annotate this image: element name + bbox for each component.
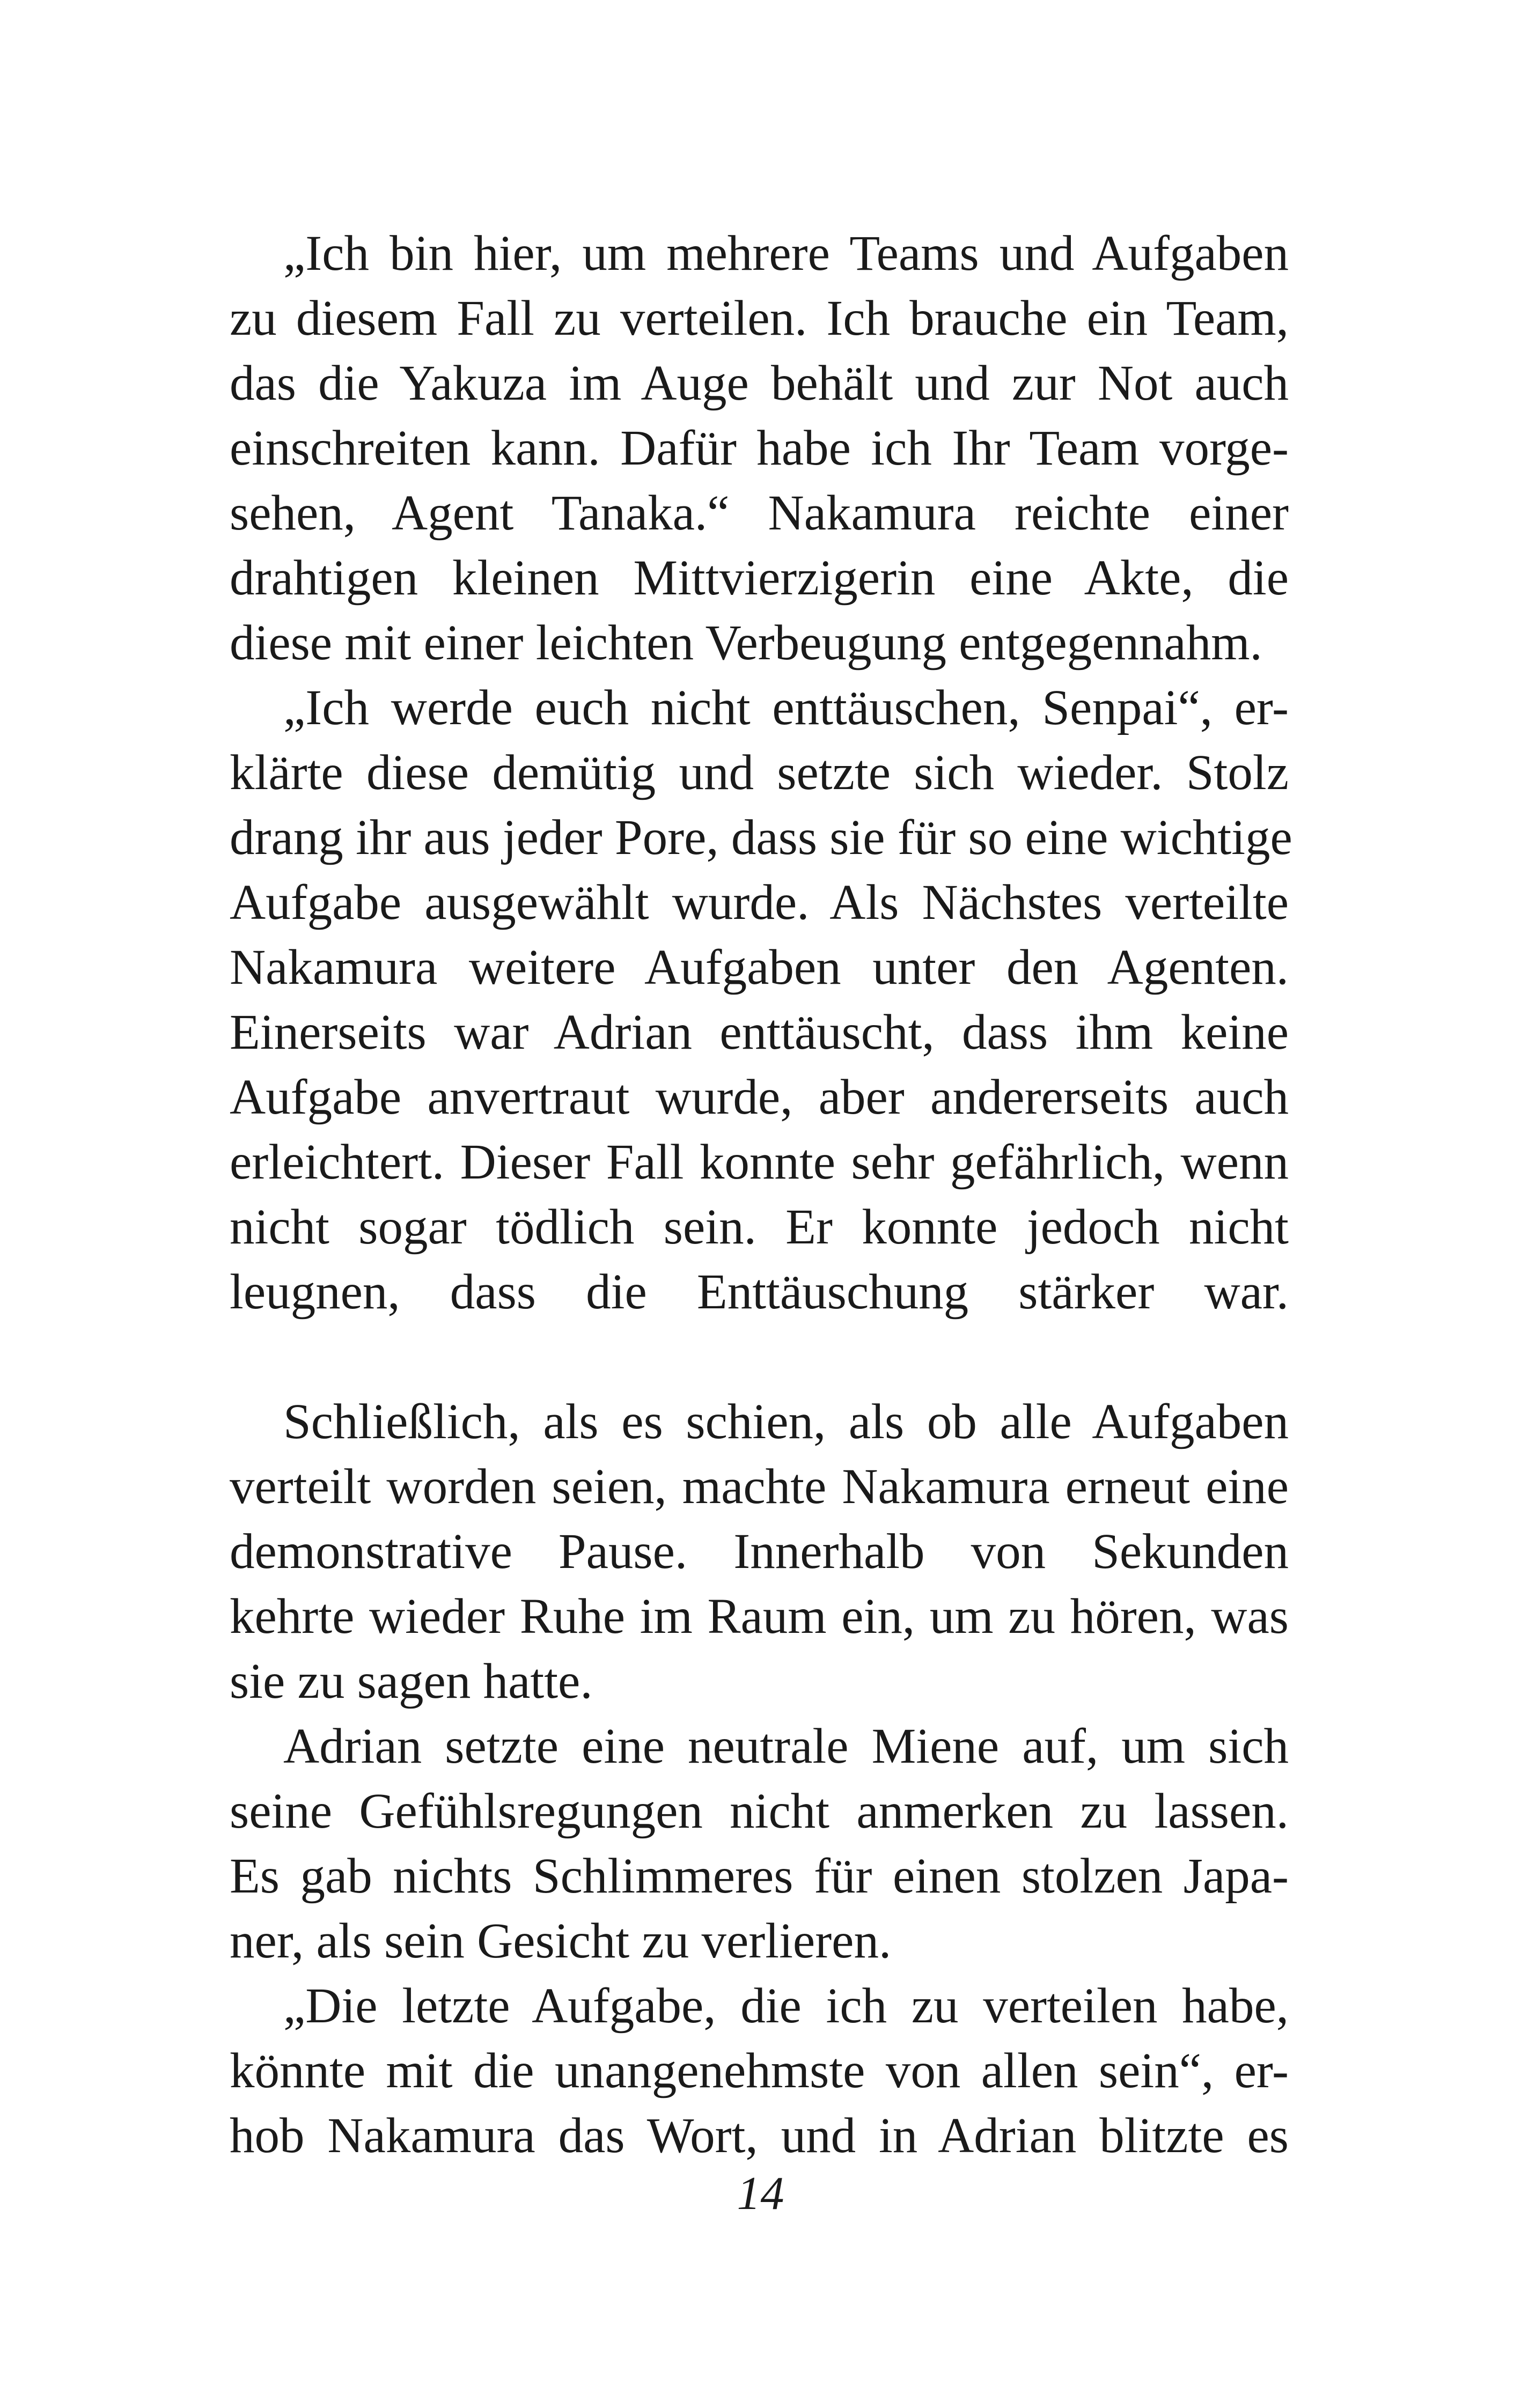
text-line: klärte diese demütig und setzte sich wieder. Stolz bbox=[230, 745, 1289, 800]
text-line: nicht sogar tödlich sein. Er konnte jedoch nicht bbox=[230, 1199, 1289, 1255]
text-line: das die Yakuza im Auge behält und zur Not auch bbox=[230, 356, 1289, 411]
text-line: verteilt worden seien, machte Nakamura erneut eine bbox=[230, 1459, 1289, 1514]
text-line: Aufgabe ausgewählt wurde. Als Nächstes verteilte bbox=[230, 875, 1289, 930]
text-line: erleichtert. Dieser Fall konnte sehr gefährlich, wenn bbox=[230, 1135, 1289, 1190]
text-line: drahtigen kleinen Mittvierzigerin eine Akte, die bbox=[230, 550, 1289, 606]
text-line: demonstrative Pause. Innerhalb von Sekunden bbox=[230, 1524, 1289, 1579]
text-line: sehen, Agent Tanaka.“ Nakamura reichte einer bbox=[230, 485, 1289, 541]
text-line bbox=[230, 1324, 1289, 1389]
text-line: Aufgabe anvertraut wurde, aber andererseits auch bbox=[230, 1070, 1289, 1125]
text-line: einschreiten kann. Dafür habe ich Ihr Team vorge- bbox=[230, 421, 1289, 476]
text-line: seine Gefühlsregungen nicht anmerken zu lassen. bbox=[230, 1784, 1289, 1839]
text-line: sie zu sagen hatte. bbox=[230, 1654, 593, 1709]
text-line: könnte mit die unangenehmste von allen sein“, er- bbox=[230, 2043, 1289, 2098]
text-line: zu diesem Fall zu verteilen. Ich brauche ein Team, bbox=[230, 291, 1289, 346]
text-line: Nakamura weitere Aufgaben unter den Agenten. bbox=[230, 940, 1289, 995]
page-number: 14 bbox=[737, 2168, 784, 2220]
text-line: ner, als sein Gesicht zu verlieren. bbox=[230, 1913, 892, 1969]
text-line: Adrian setzte eine neutrale Miene auf, um sich bbox=[283, 1719, 1289, 1774]
text-line: kehrte wieder Ruhe im Raum ein, um zu hören, was bbox=[230, 1589, 1289, 1644]
text-line: „Ich werde euch nicht enttäuschen, Senpai“, er- bbox=[283, 680, 1289, 735]
text-line: Schließlich, als es schien, als ob alle Aufgaben bbox=[283, 1394, 1289, 1449]
text-line: hob Nakamura das Wort, und in Adrian blitzte es bbox=[230, 2108, 1289, 2163]
text-line: Einerseits war Adrian enttäuscht, dass ihm keine bbox=[230, 1005, 1289, 1060]
text-line: diese mit einer leichten Verbeugung entgegennahm. bbox=[230, 615, 1262, 671]
body-text bbox=[230, 221, 1292, 2168]
text-line: „Ich bin hier, um mehrere Teams und Aufgaben bbox=[283, 226, 1289, 281]
text-line: drang ihr aus jeder Pore, dass sie für so eine wichtige bbox=[230, 810, 1292, 865]
text-line: „Die letzte Aufgabe, die ich zu verteilen habe, bbox=[283, 1978, 1289, 2034]
text-line: leugnen, dass die Enttäuschung stärker war. bbox=[230, 1264, 1289, 1320]
text-line: Es gab nichts Schlimmeres für einen stolzen Japa- bbox=[230, 1849, 1289, 1904]
